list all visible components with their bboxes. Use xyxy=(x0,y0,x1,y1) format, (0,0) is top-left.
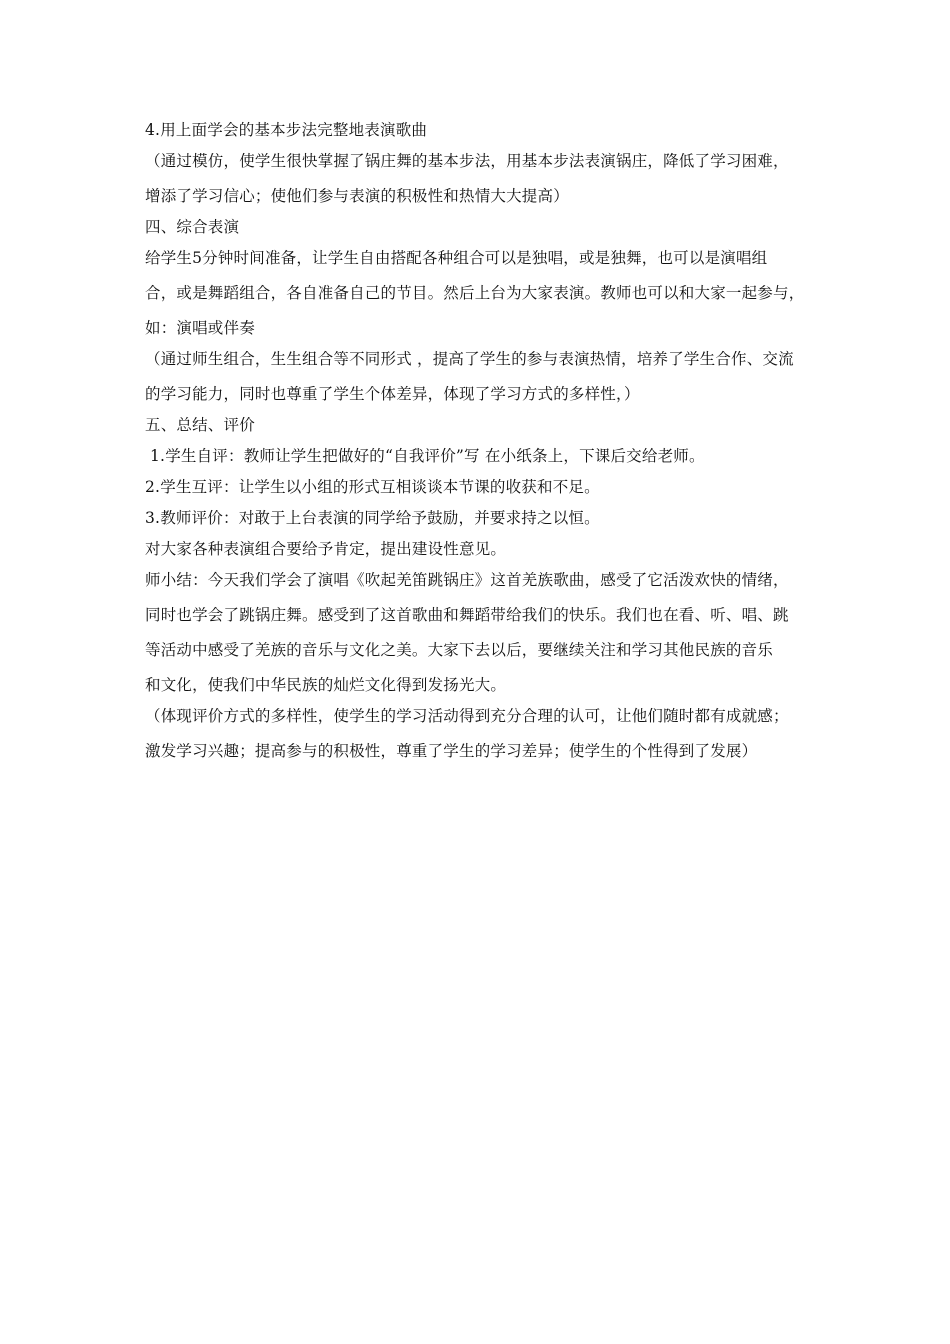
self-evaluation-item: 1.学生自评：教师让学生把做好的“自我评价”写 在小纸条上，下课后交给老师。 xyxy=(150,447,705,465)
step-4-heading: 4.用上面学会的基本步法完整地表演歌曲 xyxy=(145,121,428,139)
document-body xyxy=(145,120,845,772)
step-4-note-line-1: （通过模仿，使学生很快掌握了锅庄舞的基本步法，用基本步法表演锅庄，降低了学习困难， xyxy=(145,152,789,170)
teacher-evaluation-continued: 对大家各种表演组合要给予肯定，提出建设性意见。 xyxy=(145,540,507,558)
summary-line-3: 等活动中感受了羌族的音乐与文化之美。大家下去以后，要继续关注和学习其他民族的音乐 xyxy=(145,641,774,659)
step-4-note-line-2: 增添了学习信心；使他们参与表演的积极性和热情大大提高） xyxy=(145,187,569,205)
summary-line-2: 同时也学会了跳锅庄舞。感受到了这首歌曲和舞蹈带给我们的快乐。我们也在看、听、唱、跳 xyxy=(145,606,789,624)
summary-note-line-2: 激发学习兴趣；提高参与的积极性，尊重了学生的学习差异；使学生的个性得到了发展） xyxy=(145,742,758,760)
section-4-para-line-2: 合，或是舞蹈组合，各自准备自己的节目。然后上台为大家表演。教师也可以和大家一起参与， xyxy=(145,284,805,302)
section-4-heading: 四、综合表演 xyxy=(145,218,240,236)
summary-line-4: 和文化，使我们中华民族的灿烂文化得到发扬光大。 xyxy=(145,676,507,694)
teacher-evaluation-item: 3.教师评价：对敢于上台表演的同学给予鼓励，并要求持之以恒。 xyxy=(145,509,600,527)
summary-line-1: 师小结：今天我们学会了演唱《吹起羌笛跳锅庄》这首羌族歌曲，感受了它活泼欢快的情绪， xyxy=(145,571,789,589)
peer-evaluation-item: 2.学生互评：让学生以小组的形式互相谈谈本节课的收获和不足。 xyxy=(145,478,600,496)
summary-note-line-1: （体现评价方式的多样性，使学生的学习活动得到充分合理的认可，让他们随时都有成就感； xyxy=(145,707,789,725)
section-4-note-line-2: 的学习能力，同时也尊重了学生个体差异，体现了学习方式的多样性，） xyxy=(145,385,640,403)
section-4-para-line-1: 给学生5分钟时间准备，让学生自由搭配各种组合可以是独唱，或是独舞，也可以是演唱组 xyxy=(145,249,768,267)
section-5-heading: 五、总结、评价 xyxy=(145,416,255,434)
section-4-para-line-3: 如：演唱或伴奏 xyxy=(145,319,255,337)
section-4-note-line-1: （通过师生组合，生生组合等不同形式 ，提高了学生的参与表演热情，培养了学生合作、交流 xyxy=(145,350,794,368)
